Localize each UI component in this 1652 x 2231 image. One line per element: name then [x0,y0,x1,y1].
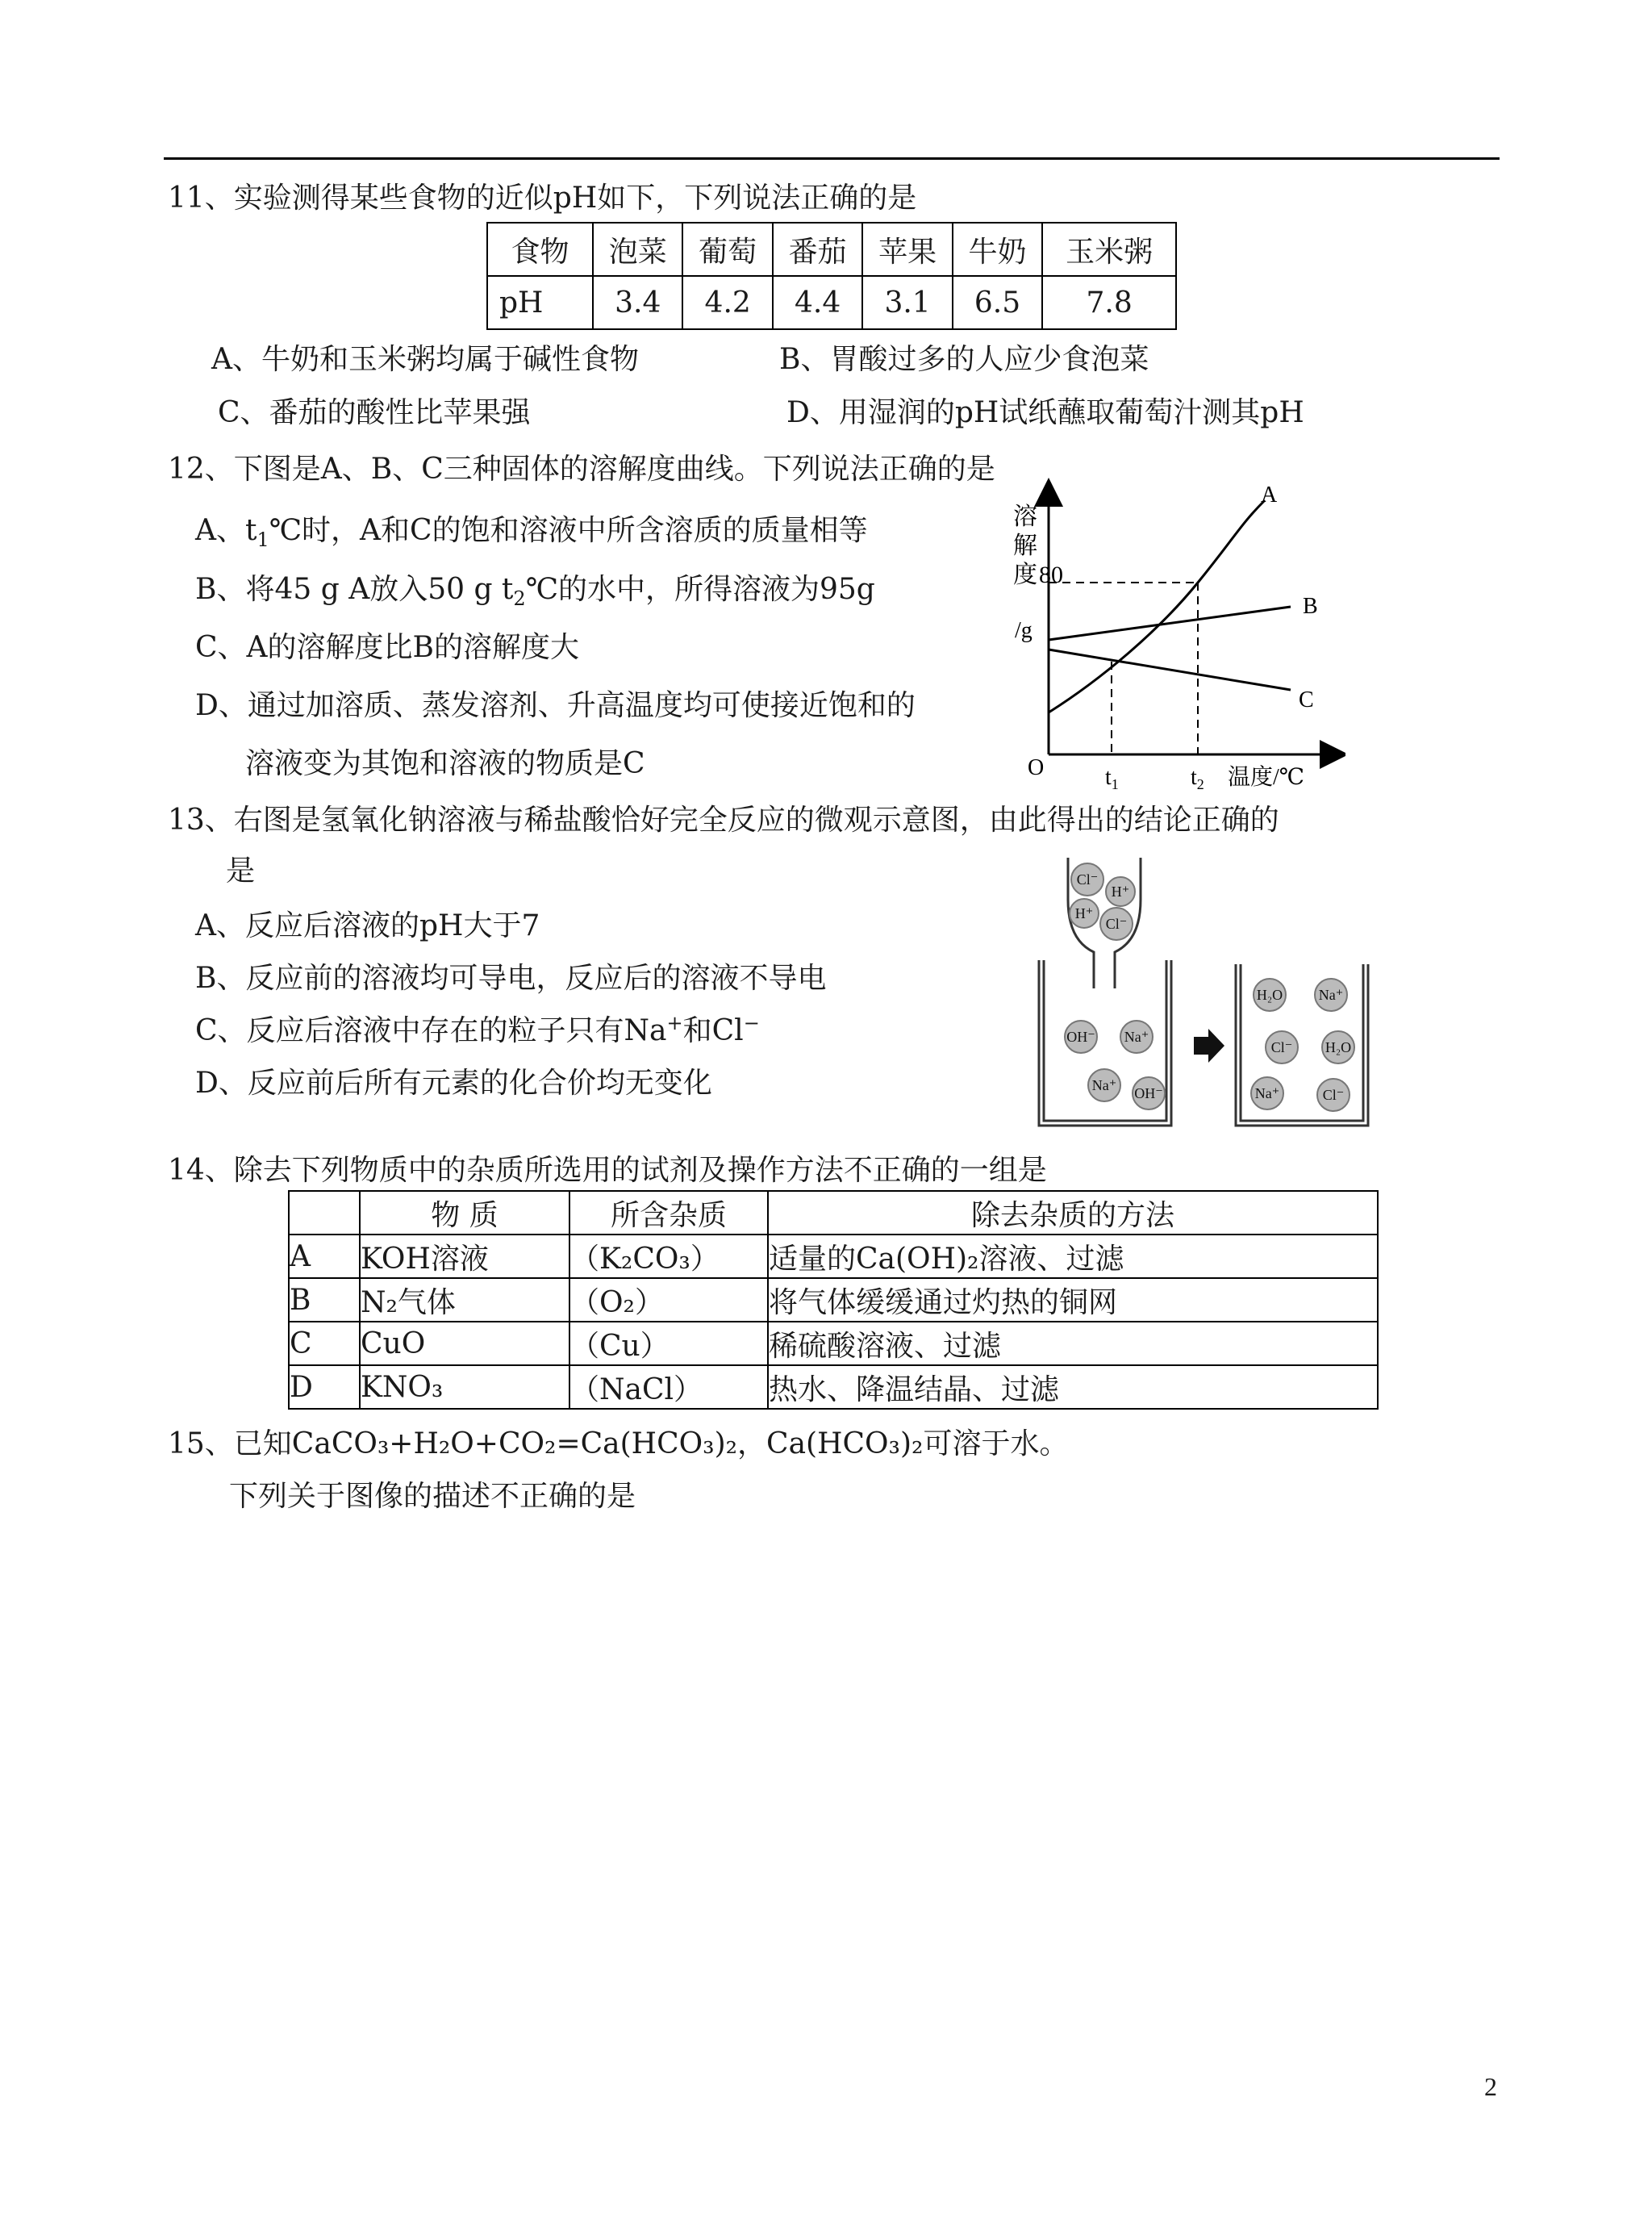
table-cell: （NaCl） [569,1365,768,1409]
table-row [289,1191,1378,1235]
svg-text:H₂O: H₂O [1256,987,1283,1003]
ion-particle [1251,1077,1283,1109]
q15-line1: 15、已知CaCO₃+H₂O+CO₂=Ca(HCO₃)₂，Ca(HCO₃)₂可溶于水。 [168,1427,1069,1460]
table-cell: CuO [360,1322,569,1365]
curve-c [1049,650,1291,690]
q12-stem: 12、下图是A、B、C三种固体的溶解度曲线。下列说法正确的是 [168,453,995,486]
ion-particle [1100,908,1133,940]
ion-particle [1322,1031,1354,1063]
table-row [289,1235,1378,1278]
table-cell: （Cu） [569,1322,768,1365]
svg-text:Na⁺: Na⁺ [1124,1029,1149,1045]
q13-option-c [195,1012,760,1047]
x-tick-t2: $t_2$ [1191,765,1204,792]
q11-option-b: B、胃酸过多的人应少食泡菜 [779,343,1149,376]
svg-text:Cl⁻: Cl⁻ [1105,916,1128,932]
ion-particle [1133,1077,1165,1109]
q12-option-d-line2: 溶液变为其饱和溶液的物质是C [245,747,645,780]
ion-particle [1315,979,1347,1011]
q12-option-b [195,573,875,611]
q13-option-b: B、反应前的溶液均可导电，反应后的溶液不导电 [195,962,827,995]
q12-option-b-pre: B、将45 g A放入50 g t [195,573,514,606]
q13-stem-line2: 是 [226,854,256,888]
svg-text:H₂O: H₂O [1325,1039,1352,1055]
table-cell: 除去杂质的方法 [768,1191,1378,1235]
table-cell: 食物 [487,223,593,276]
y-label-char: 解 [1013,533,1037,559]
table-cell: 牛奶 [953,223,1042,276]
q11-option-a: A、牛奶和玉米粥均属于碱性食物 [211,343,639,376]
curve-b [1049,607,1291,640]
table-cell: 泡菜 [593,223,682,276]
q11-ph-table [486,222,1177,330]
q12-option-b-post: ℃的水中，所得溶液为95g [525,573,875,606]
curve-b-label: B [1303,594,1318,619]
table-cell: 葡萄 [682,223,772,276]
table-cell: 物 质 [360,1191,569,1235]
svg-text:Na⁺: Na⁺ [1091,1077,1117,1093]
svg-text:OH⁻: OH⁻ [1066,1029,1095,1045]
table-cell: 7.8 [1042,276,1176,329]
ion-particle [1088,1069,1120,1101]
y-tick-80: 80 [1039,562,1063,588]
page-number: 2 [1484,2072,1497,2101]
table-row [487,223,1176,276]
ion-particle [1120,1021,1153,1053]
table-cell: 6.5 [953,276,1042,329]
table-cell: 将气体缓缓通过灼热的铜网 [768,1278,1378,1322]
svg-text:Cl⁻: Cl⁻ [1076,871,1099,888]
svg-text:OH⁻: OH⁻ [1134,1085,1163,1101]
svg-text:Cl⁻: Cl⁻ [1322,1087,1345,1103]
table-row [289,1365,1378,1409]
q13-option-c-sup2: − [743,1012,760,1034]
table-cell: 适量的Ca(OH)₂溶液、过滤 [768,1235,1378,1278]
svg-text:Cl⁻: Cl⁻ [1270,1039,1293,1055]
table-cell: KNO₃ [360,1365,569,1409]
table-row [487,276,1176,329]
q12-option-b-sub: 2 [513,587,526,611]
q11-option-c: C、番茄的酸性比苹果强 [218,396,531,429]
origin-label: O [1028,755,1045,780]
curve-a-label: A [1261,483,1278,508]
svg-text:H⁺: H⁺ [1074,905,1094,921]
x-axis-label: 温度/℃ [1228,765,1305,790]
q11-option-d: D、用湿润的pH试纸蘸取葡萄汁测其pH [786,396,1304,429]
q13-option-c-mid: 和Cl [682,1014,744,1047]
table-cell: B [289,1278,360,1322]
table-cell: A [289,1235,360,1278]
y-unit: /g [1015,618,1032,643]
q13-option-c-pre: C、反应后溶液中存在的粒子只有Na [195,1014,667,1047]
table-cell: 4.4 [773,276,862,329]
table-cell: （K₂CO₃） [569,1235,768,1278]
ion-particle [1106,877,1135,906]
q12-option-a-pre: A、t [195,514,257,547]
table-row [289,1278,1378,1322]
ion-particle [1071,863,1103,896]
table-cell: 稀硫酸溶液、过滤 [768,1322,1378,1365]
table-cell [289,1191,360,1235]
table-cell: 苹果 [862,223,952,276]
ion-particle [1317,1079,1350,1111]
q14-impurity-table [288,1190,1379,1410]
table-cell: KOH溶液 [360,1235,569,1278]
curve-c-label: C [1299,687,1314,712]
svg-text:Na⁺: Na⁺ [1318,987,1344,1003]
ion-particle [1065,1021,1097,1053]
ion-particle [1266,1031,1298,1063]
table-cell: pH [487,276,593,329]
q12-option-a [195,514,868,552]
ion-particle [1254,979,1286,1011]
table-cell: （O₂） [569,1278,768,1322]
arrow-icon [1194,1029,1224,1063]
q13-stem-line1: 13、右图是氢氧化钠溶液与稀盐酸恰好完全反应的微观示意图，由此得出的结论正确的 [168,804,1279,837]
table-cell: 4.2 [682,276,772,329]
table-cell: 热水、降温结晶、过滤 [768,1365,1378,1409]
table-cell: 3.4 [593,276,682,329]
y-label-char: 度 [1013,562,1037,588]
x-tick-t1: $t_1$ [1105,765,1119,792]
table-cell: 玉米粥 [1042,223,1176,276]
q13-option-d: D、反应前后所有元素的化合价均无变化 [195,1067,712,1100]
q12-option-a-sub: 1 [257,529,269,552]
svg-text:H⁺: H⁺ [1111,884,1130,900]
q13-option-c-sup1: + [666,1012,683,1034]
q14-stem: 14、除去下列物质中的杂质所选用的试剂及操作方法不正确的一组是 [168,1154,1047,1187]
svg-text:Na⁺: Na⁺ [1254,1085,1280,1101]
q12-option-d-line1: D、通过加溶质、蒸发溶剂、升高温度均可使接近饱和的 [195,689,916,722]
q15-line2: 下列关于图像的描述不正确的是 [229,1480,636,1513]
q12-option-a-post: ℃时，A和C的饱和溶液中所含溶质的质量相等 [269,514,868,547]
solubility-curve-diagram [974,476,1345,799]
table-cell: 番茄 [773,223,862,276]
reaction-diagram [1036,851,1383,1134]
ion-particle [1070,899,1099,928]
q13-option-a: A、反应后溶液的pH大于7 [195,909,540,942]
table-cell: C [289,1322,360,1365]
table-cell: N₂气体 [360,1278,569,1322]
table-row [289,1322,1378,1365]
y-label-char: 溶 [1013,503,1037,530]
header-rule [164,157,1500,160]
table-cell: 3.1 [862,276,952,329]
table-cell: D [289,1365,360,1409]
q11-stem: 11、实验测得某些食物的近似pH如下，下列说法正确的是 [168,182,917,215]
table-cell: 所含杂质 [569,1191,768,1235]
q12-option-c: C、A的溶解度比B的溶解度大 [195,631,579,664]
